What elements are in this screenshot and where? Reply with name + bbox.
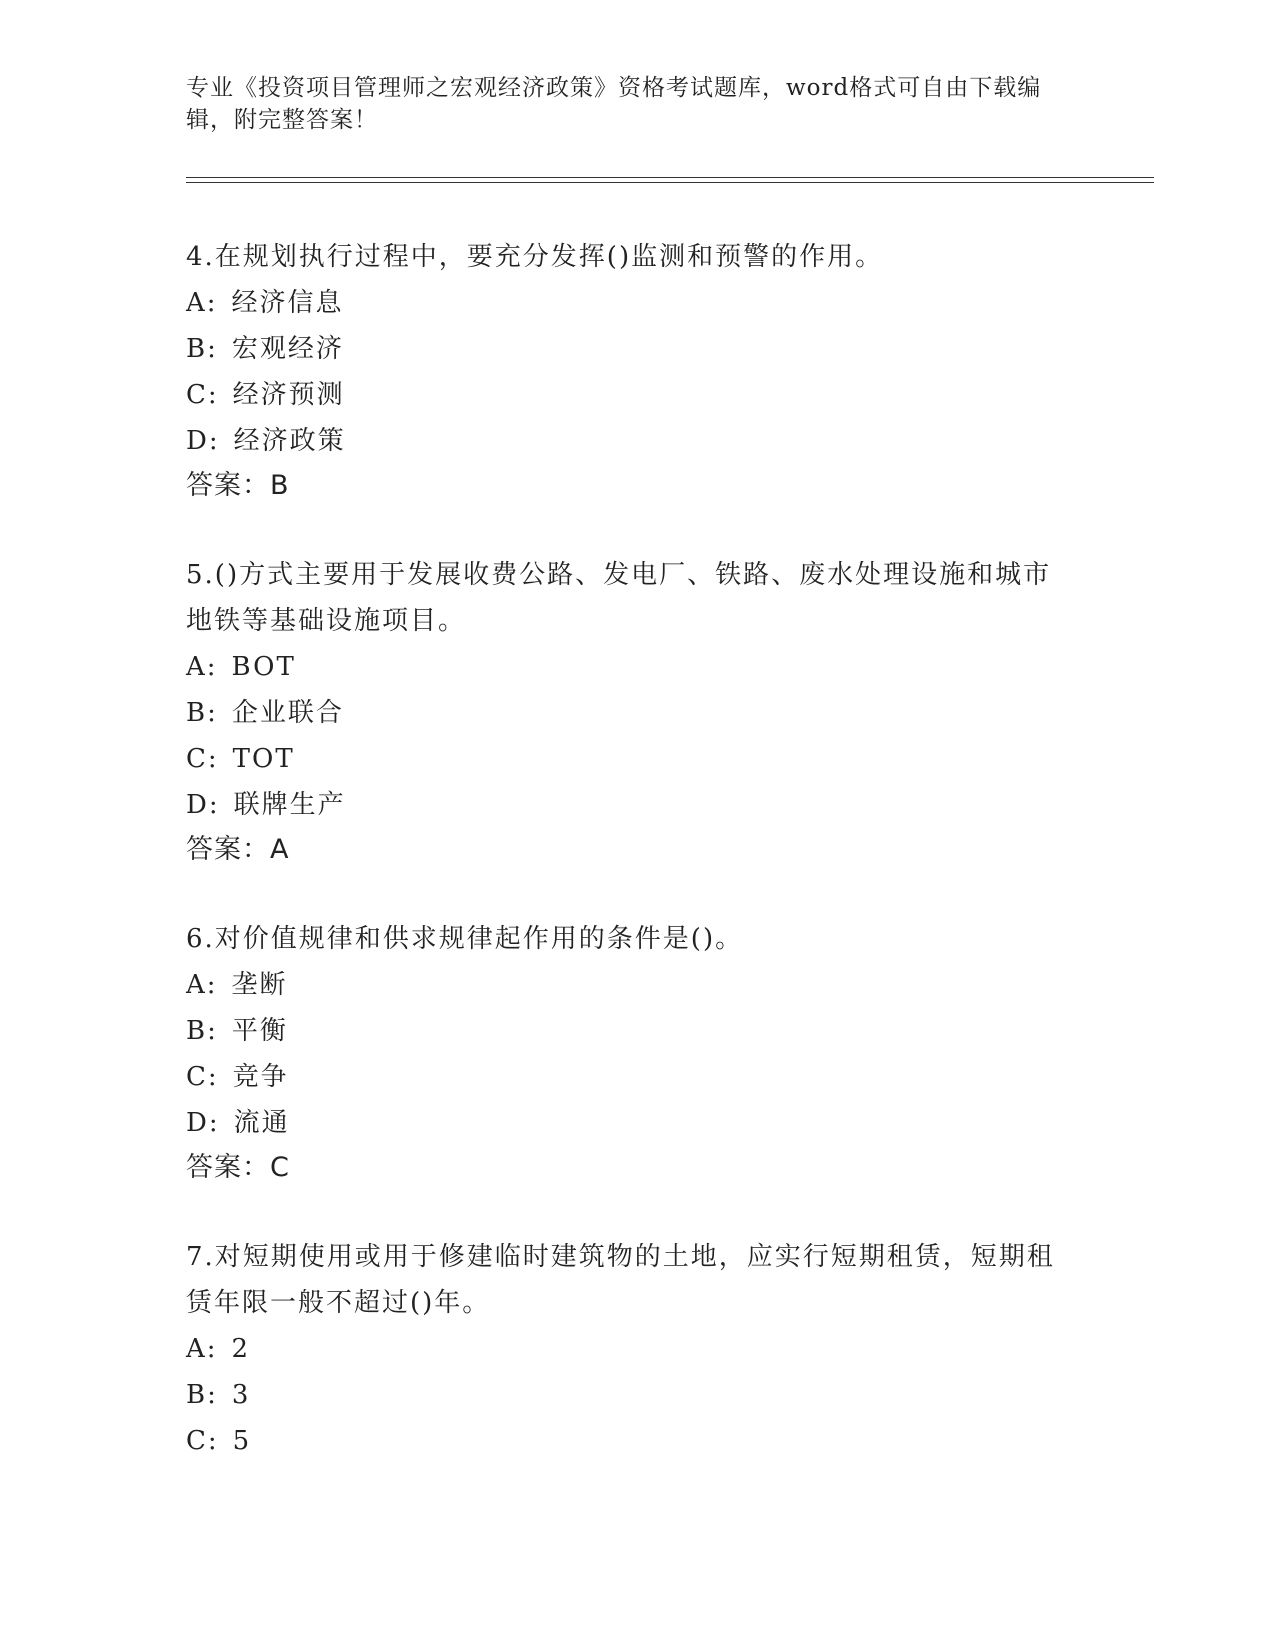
header-rule-top xyxy=(186,177,1154,178)
option-a xyxy=(186,280,1076,326)
option-text: 企业联合 xyxy=(231,698,344,728)
option-text: 3 xyxy=(231,1380,251,1410)
option-text: 经济政策 xyxy=(233,426,346,456)
option-text: 联牌生产 xyxy=(233,790,346,820)
option-text: 宏观经济 xyxy=(231,334,344,364)
option-letter: B: xyxy=(186,698,218,728)
option-text: 经济信息 xyxy=(231,288,344,318)
option-letter: D: xyxy=(186,790,220,820)
option-c xyxy=(186,1418,1076,1464)
header-rule-bottom xyxy=(186,182,1154,183)
option-letter: A: xyxy=(186,288,218,318)
question-5 xyxy=(186,552,1076,872)
option-letter: A: xyxy=(186,970,218,1000)
answer-line: 答案：C xyxy=(186,1152,290,1183)
question-stem: 4.在规划执行过程中，要充分发挥()监测和预警的作用。 xyxy=(186,242,884,272)
question-4 xyxy=(186,234,1076,508)
option-d xyxy=(186,782,1076,828)
option-d xyxy=(186,418,1076,464)
option-text: TOT xyxy=(232,744,295,774)
option-a xyxy=(186,962,1076,1008)
question-stem: 5.()方式主要用于发展收费公路、发电厂、铁路、废水处理设施和城市地铁等基础设施项目。 xyxy=(186,560,1052,636)
answer-line: 答案：B xyxy=(186,470,290,501)
option-b xyxy=(186,690,1076,736)
option-d xyxy=(186,1100,1076,1146)
option-letter: C: xyxy=(186,380,219,410)
option-b xyxy=(186,326,1076,372)
question-6 xyxy=(186,916,1076,1190)
option-b xyxy=(186,1372,1076,1418)
option-letter: C: xyxy=(186,744,219,774)
option-a xyxy=(186,1326,1076,1372)
option-letter: D: xyxy=(186,426,220,456)
option-c xyxy=(186,736,1076,782)
option-letter: B: xyxy=(186,334,218,364)
question-list xyxy=(186,234,1076,1508)
question-stem: 7.对短期使用或用于修建临时建筑物的土地，应实行短期租赁，短期租赁年限一般不超过()年。 xyxy=(186,1242,1055,1318)
option-letter: A: xyxy=(186,1334,218,1364)
option-a xyxy=(186,644,1076,690)
option-letter: A: xyxy=(186,652,218,682)
option-text: 5 xyxy=(232,1426,252,1456)
option-letter: B: xyxy=(186,1016,218,1046)
option-text: 竞争 xyxy=(232,1062,289,1092)
option-b xyxy=(186,1008,1076,1054)
option-text: 平衡 xyxy=(231,1016,288,1046)
option-text: 2 xyxy=(231,1334,251,1364)
option-text: 经济预测 xyxy=(232,380,345,410)
option-c xyxy=(186,372,1076,418)
option-c xyxy=(186,1054,1076,1100)
option-text: 垄断 xyxy=(231,970,288,1000)
question-7 xyxy=(186,1234,1076,1464)
option-letter: D: xyxy=(186,1108,220,1138)
question-stem: 6.对价值规律和供求规律起作用的条件是()。 xyxy=(186,924,744,954)
option-text: 流通 xyxy=(233,1108,290,1138)
answer-line: 答案：A xyxy=(186,834,290,865)
document-header: 专业《投资项目管理师之宏观经济政策》资格考试题库，word格式可自由下载编辑，附完整答案！ xyxy=(186,75,1042,133)
option-letter: B: xyxy=(186,1380,218,1410)
option-letter: C: xyxy=(186,1062,219,1092)
option-text: BOT xyxy=(231,652,296,682)
option-letter: C: xyxy=(186,1426,219,1456)
